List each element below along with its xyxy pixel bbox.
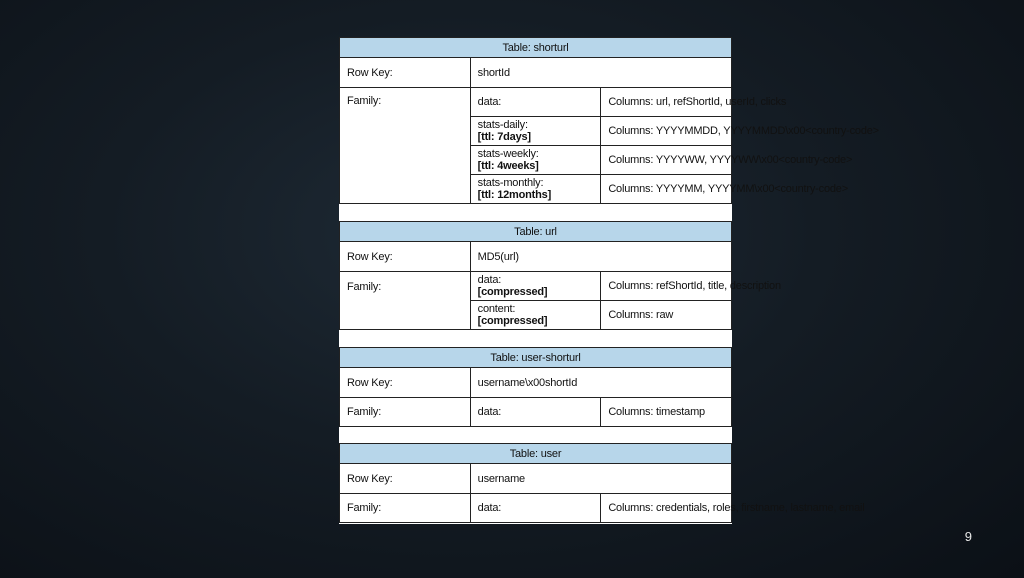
table-title: Table: url xyxy=(340,222,732,242)
row-key-value: MD5(url) xyxy=(470,242,731,272)
family-columns: Columns: YYYYMM, YYYYMM\x00<country-code> xyxy=(601,175,732,204)
row-key-value: shortId xyxy=(470,58,731,88)
family-name: stats-weekly: [ttl: 4weeks] xyxy=(470,146,601,175)
row-key-value: username xyxy=(470,464,731,494)
row-key-label: Row Key: xyxy=(340,368,471,398)
family-label: Family: xyxy=(340,398,471,427)
family-columns: Columns: credentials, roles, firstname, lastname, email xyxy=(601,494,732,523)
family-columns: Columns: YYYYWW, YYYYWW\x00<country-code> xyxy=(601,146,732,175)
family-columns: Columns: YYYYMMDD, YYYYMMDD\x00<country-code> xyxy=(601,117,732,146)
family-label: Family: xyxy=(340,88,471,204)
family-name: data: xyxy=(470,494,601,523)
table-title: Table: user-shorturl xyxy=(340,348,732,368)
table-shorturl xyxy=(339,37,879,204)
family-columns: Columns: url, refShortId, userId, clicks xyxy=(601,88,732,117)
family-name: content: [compressed] xyxy=(470,301,601,330)
family-name: data: [compressed] xyxy=(470,272,601,301)
family-label: Family: xyxy=(340,494,471,523)
table-user xyxy=(339,443,865,523)
family-name: data: xyxy=(470,398,601,427)
family-columns: Columns: raw xyxy=(601,301,732,330)
table-url xyxy=(339,221,781,330)
family-name: stats-daily: [ttl: 7days] xyxy=(470,117,601,146)
row-key-label: Row Key: xyxy=(340,464,471,494)
family-columns: Columns: timestamp xyxy=(601,398,732,427)
family-name: data: xyxy=(470,88,601,117)
schema-diagram xyxy=(339,37,879,524)
family-columns: Columns: refShortId, title, description xyxy=(601,272,732,301)
row-key-label: Row Key: xyxy=(340,58,471,88)
table-title: Table: shorturl xyxy=(340,38,732,58)
table-title: Table: user xyxy=(340,444,732,464)
row-key-value: username\x00shortId xyxy=(470,368,731,398)
row-key-label: Row Key: xyxy=(340,242,471,272)
table-user-shorturl xyxy=(339,347,732,427)
family-name: stats-monthly: [ttl: 12months] xyxy=(470,175,601,204)
family-label: Family: xyxy=(340,272,471,330)
page-number: 9 xyxy=(964,529,972,544)
